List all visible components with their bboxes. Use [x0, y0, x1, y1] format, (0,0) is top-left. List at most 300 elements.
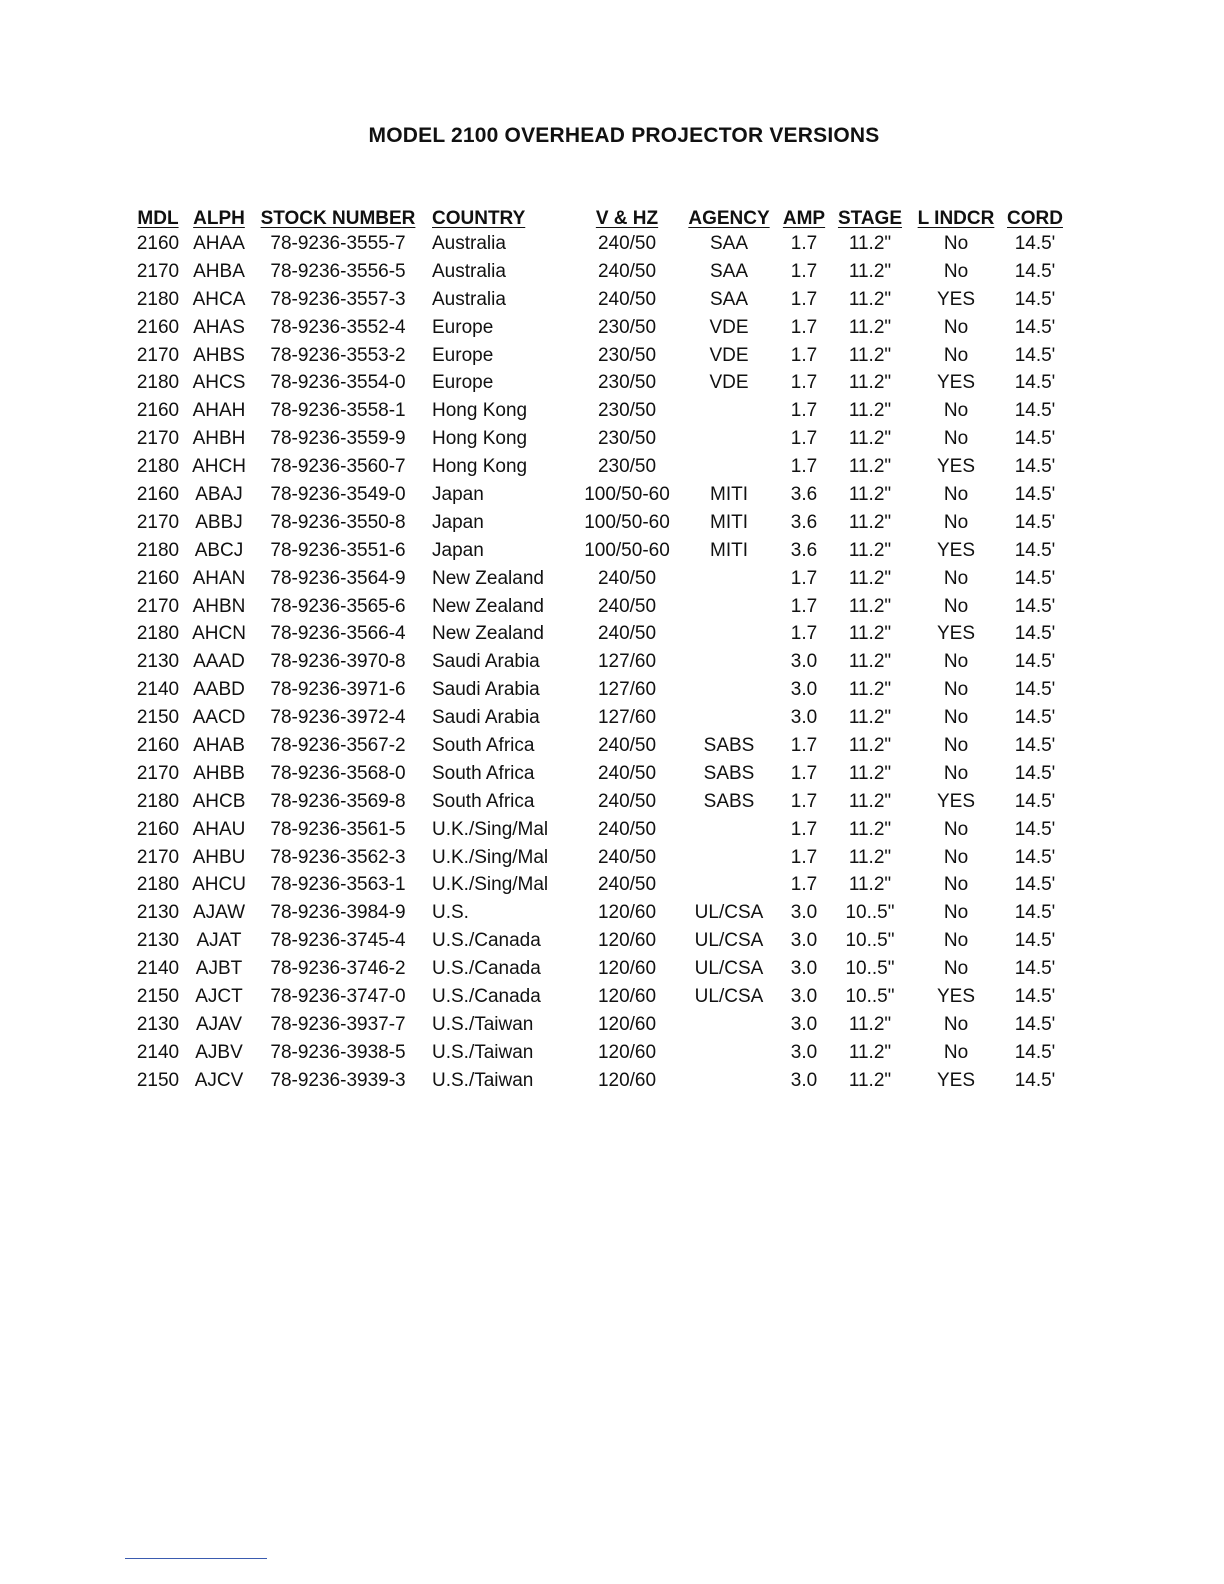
cord-cell: 14.5'	[1014, 902, 1056, 924]
agency-cell	[682, 1067, 776, 1095]
mdl-cell: 2180	[136, 790, 180, 812]
stock-number-cell: 78-9236-3561-5	[270, 818, 406, 840]
country-cell: U.K./Sing/Mal	[432, 874, 549, 896]
v-hz-cell: 230/50	[597, 456, 657, 478]
amp-cell: 3.0	[790, 902, 818, 924]
mdl-cell: 2130	[136, 902, 180, 924]
alph-cell: ABCJ	[194, 539, 244, 561]
stage-cell: 11.2"	[848, 539, 892, 561]
amp-cell: 1.7	[790, 790, 818, 812]
country-cell: New Zealand	[432, 623, 544, 645]
l-indcr-cell: No	[943, 930, 969, 952]
cord-cell: 14.5'	[1014, 567, 1056, 589]
v-hz-cell: 240/50	[597, 595, 657, 617]
cord-cell: 14.5'	[1014, 428, 1056, 450]
stock-number-cell: 78-9236-3565-6	[270, 595, 406, 617]
l-indcr-cell: No	[943, 428, 969, 450]
table-row	[128, 481, 1066, 509]
mdl-cell: 2160	[136, 734, 180, 756]
table-row	[128, 537, 1066, 565]
country-cell: U.S./Taiwan	[432, 1041, 534, 1063]
stage-cell: 11.2"	[848, 511, 892, 533]
agency-cell	[682, 871, 776, 899]
table-row	[128, 816, 1066, 844]
table-row	[128, 369, 1066, 397]
amp-cell: 3.6	[790, 539, 818, 561]
l-indcr-cell: No	[943, 595, 969, 617]
cord-cell: 14.5'	[1014, 985, 1056, 1007]
l-indcr-cell: No	[943, 679, 969, 701]
alph-cell: AHCA	[192, 288, 246, 310]
agency-cell	[682, 425, 776, 453]
agency-cell	[682, 1039, 776, 1067]
stock-number-cell: 78-9236-3558-1	[270, 400, 406, 422]
agency-cell	[682, 565, 776, 593]
table-row	[128, 314, 1066, 342]
alph-cell: AJAT	[196, 930, 242, 952]
cord-cell: 14.5'	[1014, 372, 1056, 394]
alph-cell: AHAU	[192, 818, 246, 840]
l-indcr-cell: No	[943, 734, 969, 756]
v-hz-cell: 120/60	[597, 930, 657, 952]
country-cell: U.K./Sing/Mal	[432, 846, 549, 868]
cord-cell: 14.5'	[1014, 623, 1056, 645]
agency-cell: VDE	[709, 372, 749, 394]
mdl-cell: 2170	[136, 428, 180, 450]
cord-cell: 14.5'	[1014, 958, 1056, 980]
l-indcr-cell: No	[943, 762, 969, 784]
stage-cell: 11.2"	[848, 1041, 892, 1063]
alph-cell: AJBV	[195, 1041, 243, 1063]
stage-cell: 11.2"	[848, 874, 892, 896]
mdl-cell: 2180	[136, 874, 180, 896]
alph-cell: AHCB	[192, 790, 246, 812]
v-hz-cell: 230/50	[597, 400, 657, 422]
cord-cell: 14.5'	[1014, 316, 1056, 338]
v-hz-cell: 230/50	[597, 428, 657, 450]
mdl-cell: 2160	[136, 316, 180, 338]
stock-number-cell: 78-9236-3552-4	[270, 316, 406, 338]
mdl-cell: 2140	[136, 679, 180, 701]
column-header-stage: STAGE	[837, 208, 903, 229]
l-indcr-cell: No	[943, 344, 969, 366]
stock-number-cell: 78-9236-3970-8	[270, 651, 406, 673]
stage-cell: 10..5"	[845, 930, 895, 952]
agency-cell	[682, 844, 776, 872]
alph-cell: ABBJ	[195, 511, 243, 533]
v-hz-cell: 240/50	[597, 874, 657, 896]
stage-cell: 11.2"	[848, 483, 892, 505]
stage-cell: 11.2"	[848, 428, 892, 450]
l-indcr-cell: No	[943, 707, 969, 729]
agency-cell: UL/CSA	[694, 930, 764, 952]
stage-cell: 10..5"	[845, 985, 895, 1007]
column-header-alph: ALPH	[193, 208, 245, 229]
amp-cell: 3.0	[790, 707, 818, 729]
mdl-cell: 2160	[136, 400, 180, 422]
stock-number-cell: 78-9236-3564-9	[270, 567, 406, 589]
l-indcr-cell: No	[943, 874, 969, 896]
v-hz-cell: 120/60	[597, 1041, 657, 1063]
alph-cell: AHBA	[193, 260, 245, 282]
l-indcr-cell: YES	[936, 1069, 976, 1091]
amp-cell: 1.7	[790, 874, 818, 896]
cord-cell: 14.5'	[1014, 707, 1056, 729]
stage-cell: 11.2"	[848, 344, 892, 366]
agency-cell	[682, 676, 776, 704]
l-indcr-cell: No	[943, 232, 969, 254]
l-indcr-cell: YES	[936, 623, 976, 645]
stock-number-cell: 78-9236-3560-7	[270, 456, 406, 478]
amp-cell: 1.7	[790, 372, 818, 394]
country-cell: U.S./Canada	[432, 985, 541, 1007]
mdl-cell: 2180	[136, 372, 180, 394]
mdl-cell: 2180	[136, 623, 180, 645]
country-cell: Hong Kong	[432, 400, 528, 422]
cord-cell: 14.5'	[1014, 400, 1056, 422]
stage-cell: 11.2"	[848, 456, 892, 478]
amp-cell: 1.7	[790, 762, 818, 784]
amp-cell: 1.7	[790, 818, 818, 840]
l-indcr-cell: No	[943, 511, 969, 533]
agency-cell: SABS	[703, 762, 755, 784]
table-row	[128, 1067, 1066, 1095]
mdl-cell: 2130	[136, 930, 180, 952]
alph-cell: AHBN	[192, 595, 246, 617]
amp-cell: 3.0	[790, 985, 818, 1007]
amp-cell: 3.0	[790, 1041, 818, 1063]
v-hz-cell: 127/60	[597, 707, 657, 729]
agency-cell: SAA	[709, 288, 749, 310]
country-cell: Australia	[432, 288, 506, 310]
stock-number-cell: 78-9236-3971-6	[270, 679, 406, 701]
stage-cell: 11.2"	[848, 707, 892, 729]
stage-cell: 11.2"	[848, 260, 892, 282]
cord-cell: 14.5'	[1014, 930, 1056, 952]
alph-cell: AHCU	[192, 874, 246, 896]
stock-number-cell: 78-9236-3984-9	[270, 902, 406, 924]
v-hz-cell: 127/60	[597, 651, 657, 673]
v-hz-cell: 120/60	[597, 985, 657, 1007]
l-indcr-cell: No	[943, 651, 969, 673]
amp-cell: 1.7	[790, 428, 818, 450]
mdl-cell: 2180	[136, 456, 180, 478]
agency-cell	[682, 593, 776, 621]
amp-cell: 1.7	[790, 456, 818, 478]
table-row	[128, 955, 1066, 983]
table-row	[128, 1011, 1066, 1039]
country-cell: Europe	[432, 316, 494, 338]
page-title: MODEL 2100 OVERHEAD PROJECTOR VERSIONS	[368, 124, 880, 147]
amp-cell: 3.0	[790, 651, 818, 673]
stock-number-cell: 78-9236-3550-8	[270, 511, 406, 533]
v-hz-cell: 230/50	[597, 372, 657, 394]
country-cell: New Zealand	[432, 595, 544, 617]
amp-cell: 3.6	[790, 511, 818, 533]
v-hz-cell: 230/50	[597, 316, 657, 338]
l-indcr-cell: YES	[936, 372, 976, 394]
cord-cell: 14.5'	[1014, 818, 1056, 840]
mdl-cell: 2180	[136, 539, 180, 561]
country-cell: Saudi Arabia	[432, 651, 540, 673]
country-cell: U.K./Sing/Mal	[432, 818, 549, 840]
agency-cell	[682, 704, 776, 732]
l-indcr-cell: No	[943, 958, 969, 980]
table-row	[128, 342, 1066, 370]
stock-number-cell: 78-9236-3939-3	[270, 1069, 406, 1091]
agency-cell	[682, 816, 776, 844]
mdl-cell: 2170	[136, 260, 180, 282]
mdl-cell: 2150	[136, 1069, 180, 1091]
alph-cell: AAAD	[193, 651, 245, 673]
alph-cell: AJCV	[194, 1069, 244, 1091]
mdl-cell: 2170	[136, 595, 180, 617]
country-cell: U.S./Canada	[432, 958, 541, 980]
table-row	[128, 620, 1066, 648]
column-header-v-hz: V & HZ	[595, 208, 659, 229]
v-hz-cell: 240/50	[597, 818, 657, 840]
country-cell: Japan	[432, 511, 484, 533]
stage-cell: 11.2"	[848, 595, 892, 617]
agency-cell: MITI	[710, 483, 748, 505]
country-cell: U.S./Taiwan	[432, 1013, 534, 1035]
country-cell: Australia	[432, 232, 506, 254]
table-row	[128, 983, 1066, 1011]
column-header-amp: AMP	[782, 208, 826, 229]
stage-cell: 11.2"	[848, 1069, 892, 1091]
country-cell: U.S.	[432, 902, 469, 924]
stage-cell: 11.2"	[848, 232, 892, 254]
mdl-cell: 2160	[136, 483, 180, 505]
column-header-country: COUNTRY	[432, 208, 526, 229]
v-hz-cell: 240/50	[597, 260, 657, 282]
l-indcr-cell: No	[943, 818, 969, 840]
agency-cell: SAA	[709, 232, 749, 254]
amp-cell: 1.7	[790, 734, 818, 756]
alph-cell: AABD	[193, 679, 245, 701]
country-cell: Hong Kong	[432, 456, 528, 478]
agency-cell: UL/CSA	[694, 902, 764, 924]
stock-number-cell: 78-9236-3938-5	[270, 1041, 406, 1063]
amp-cell: 3.0	[790, 679, 818, 701]
mdl-cell: 2140	[136, 958, 180, 980]
cord-cell: 14.5'	[1014, 651, 1056, 673]
alph-cell: AHAB	[193, 734, 245, 756]
agency-cell: MITI	[710, 511, 748, 533]
stage-cell: 11.2"	[848, 372, 892, 394]
amp-cell: 3.0	[790, 1013, 818, 1035]
amp-cell: 1.7	[790, 623, 818, 645]
stock-number-cell: 78-9236-3551-6	[270, 539, 406, 561]
table-row	[128, 871, 1066, 899]
country-cell: Hong Kong	[432, 428, 528, 450]
agency-cell	[682, 648, 776, 676]
alph-cell: AJBT	[195, 958, 243, 980]
cord-cell: 14.5'	[1014, 734, 1056, 756]
amp-cell: 3.6	[790, 483, 818, 505]
v-hz-cell: 230/50	[597, 344, 657, 366]
stage-cell: 11.2"	[848, 316, 892, 338]
footnote-rule	[125, 1558, 267, 1559]
amp-cell: 1.7	[790, 288, 818, 310]
alph-cell: AHAN	[192, 567, 246, 589]
alph-cell: AHBB	[193, 762, 245, 784]
stage-cell: 11.2"	[848, 790, 892, 812]
table-row	[128, 676, 1066, 704]
mdl-cell: 2160	[136, 232, 180, 254]
stage-cell: 11.2"	[848, 762, 892, 784]
table-row	[128, 732, 1066, 760]
cord-cell: 14.5'	[1014, 456, 1056, 478]
mdl-cell: 2130	[136, 651, 180, 673]
mdl-cell: 2170	[136, 846, 180, 868]
stage-cell: 11.2"	[848, 734, 892, 756]
stock-number-cell: 78-9236-3567-2	[270, 734, 406, 756]
l-indcr-cell: YES	[936, 539, 976, 561]
stage-cell: 11.2"	[848, 400, 892, 422]
stock-number-cell: 78-9236-3566-4	[270, 623, 406, 645]
column-header-mdl: MDL	[137, 208, 179, 229]
l-indcr-cell: YES	[936, 456, 976, 478]
alph-cell: AHCS	[192, 372, 246, 394]
v-hz-cell: 100/50-60	[584, 511, 670, 533]
stock-number-cell: 78-9236-3556-5	[270, 260, 406, 282]
versions-table	[128, 202, 1066, 1095]
agency-cell	[682, 620, 776, 648]
table-body	[128, 230, 1066, 1095]
country-cell: U.S./Taiwan	[432, 1069, 534, 1091]
stock-number-cell: 78-9236-3745-4	[270, 930, 406, 952]
mdl-cell: 2170	[136, 762, 180, 784]
country-cell: Australia	[432, 260, 506, 282]
alph-cell: AHBU	[192, 846, 246, 868]
cord-cell: 14.5'	[1014, 790, 1056, 812]
stock-number-cell: 78-9236-3557-3	[270, 288, 406, 310]
agency-cell: MITI	[710, 539, 748, 561]
country-cell: Japan	[432, 539, 484, 561]
stage-cell: 11.2"	[848, 818, 892, 840]
v-hz-cell: 240/50	[597, 846, 657, 868]
stock-number-cell: 78-9236-3555-7	[270, 232, 406, 254]
v-hz-cell: 240/50	[597, 790, 657, 812]
mdl-cell: 2150	[136, 985, 180, 1007]
cord-cell: 14.5'	[1014, 762, 1056, 784]
agency-cell: VDE	[709, 316, 749, 338]
l-indcr-cell: No	[943, 1041, 969, 1063]
alph-cell: AJAW	[192, 902, 246, 924]
agency-cell: VDE	[709, 344, 749, 366]
country-cell: New Zealand	[432, 567, 544, 589]
country-cell: Saudi Arabia	[432, 707, 540, 729]
v-hz-cell: 240/50	[597, 734, 657, 756]
alph-cell: AHAS	[193, 316, 245, 338]
stock-number-cell: 78-9236-3563-1	[270, 874, 406, 896]
table-row	[128, 425, 1066, 453]
country-cell: Saudi Arabia	[432, 679, 540, 701]
column-header-cord: CORD	[1007, 208, 1063, 229]
mdl-cell: 2160	[136, 567, 180, 589]
table-row	[128, 565, 1066, 593]
l-indcr-cell: No	[943, 1013, 969, 1035]
column-header-stock-number: STOCK NUMBER	[260, 208, 416, 229]
cord-cell: 14.5'	[1014, 1013, 1056, 1035]
agency-cell	[682, 397, 776, 425]
amp-cell: 3.0	[790, 1069, 818, 1091]
l-indcr-cell: No	[943, 400, 969, 422]
alph-cell: AJCT	[195, 985, 243, 1007]
v-hz-cell: 127/60	[597, 679, 657, 701]
l-indcr-cell: YES	[936, 790, 976, 812]
table-row	[128, 286, 1066, 314]
mdl-cell: 2140	[136, 1041, 180, 1063]
stage-cell: 11.2"	[848, 679, 892, 701]
v-hz-cell: 120/60	[597, 902, 657, 924]
v-hz-cell: 120/60	[597, 958, 657, 980]
l-indcr-cell: No	[943, 260, 969, 282]
v-hz-cell: 240/50	[597, 288, 657, 310]
cord-cell: 14.5'	[1014, 1041, 1056, 1063]
cord-cell: 14.5'	[1014, 595, 1056, 617]
table-row	[128, 927, 1066, 955]
table-row	[128, 760, 1066, 788]
alph-cell: AHCH	[192, 456, 246, 478]
table-row	[128, 844, 1066, 872]
cord-cell: 14.5'	[1014, 846, 1056, 868]
l-indcr-cell: No	[943, 483, 969, 505]
mdl-cell: 2150	[136, 707, 180, 729]
amp-cell: 1.7	[790, 316, 818, 338]
mdl-cell: 2130	[136, 1013, 180, 1035]
v-hz-cell: 240/50	[597, 567, 657, 589]
l-indcr-cell: No	[943, 567, 969, 589]
stage-cell: 11.2"	[848, 623, 892, 645]
stock-number-cell: 78-9236-3568-0	[270, 762, 406, 784]
cord-cell: 14.5'	[1014, 1069, 1056, 1091]
table-row	[128, 593, 1066, 621]
stock-number-cell: 78-9236-3569-8	[270, 790, 406, 812]
table-row	[128, 509, 1066, 537]
cord-cell: 14.5'	[1014, 874, 1056, 896]
amp-cell: 3.0	[790, 958, 818, 980]
stage-cell: 10..5"	[845, 902, 895, 924]
cord-cell: 14.5'	[1014, 539, 1056, 561]
cord-cell: 14.5'	[1014, 483, 1056, 505]
cord-cell: 14.5'	[1014, 344, 1056, 366]
alph-cell: AHAA	[193, 232, 245, 254]
agency-cell: SAA	[709, 260, 749, 282]
table-row	[128, 453, 1066, 481]
country-cell: South Africa	[432, 790, 535, 812]
amp-cell: 1.7	[790, 232, 818, 254]
country-cell: South Africa	[432, 762, 535, 784]
v-hz-cell: 120/60	[597, 1013, 657, 1035]
column-header-agency: AGENCY	[688, 208, 770, 229]
table-row	[128, 899, 1066, 927]
alph-cell: AJAV	[195, 1013, 243, 1035]
alph-cell: AHBS	[193, 344, 245, 366]
country-cell: Europe	[432, 372, 494, 394]
agency-cell	[682, 453, 776, 481]
amp-cell: 1.7	[790, 846, 818, 868]
table-row	[128, 397, 1066, 425]
cord-cell: 14.5'	[1014, 288, 1056, 310]
country-cell: Japan	[432, 483, 484, 505]
cord-cell: 14.5'	[1014, 679, 1056, 701]
mdl-cell: 2160	[136, 818, 180, 840]
alph-cell: AACD	[192, 707, 246, 729]
alph-cell: AHAH	[192, 400, 246, 422]
country-cell: U.S./Canada	[432, 930, 541, 952]
